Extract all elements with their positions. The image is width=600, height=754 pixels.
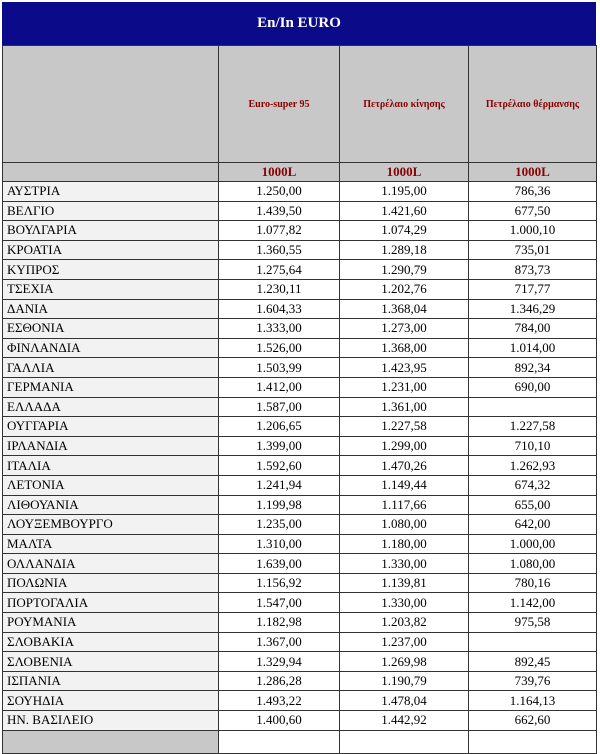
country-cell: ΚΡΟΑΤΙΑ <box>3 240 219 260</box>
diesel-cell: 1.368,04 <box>340 299 469 319</box>
diesel-cell: 1.203,82 <box>340 613 469 633</box>
diesel-cell: 1.330,00 <box>340 593 469 613</box>
heating-oil-cell: 1.227,58 <box>469 417 597 437</box>
country-cell: ΓΑΛΛΙΑ <box>3 358 219 378</box>
heating-oil-cell: 735,01 <box>469 240 597 260</box>
country-cell: ΣΟΥΗΔΙΑ <box>3 691 219 711</box>
euro-super-95-cell: 1.439,50 <box>219 201 340 221</box>
unit-cell-country <box>3 163 219 182</box>
table-row <box>3 358 597 378</box>
table-row <box>3 554 597 574</box>
euro-super-95-cell: 1.310,00 <box>219 534 340 554</box>
euro-super-95-cell: 1.493,22 <box>219 691 340 711</box>
heating-oil-cell: 717,77 <box>469 279 597 299</box>
diesel-cell: 1.290,79 <box>340 260 469 280</box>
table-row <box>3 671 597 691</box>
euro-super-95-cell: 1.587,00 <box>219 397 340 417</box>
diesel-cell: 1.195,00 <box>340 182 469 202</box>
diesel-cell: 1.149,44 <box>340 475 469 495</box>
country-cell: ΛΟΥΞΕΜΒΟΥΡΓΟ <box>3 515 219 535</box>
table-row <box>3 436 597 456</box>
diesel-cell: 1.289,18 <box>340 240 469 260</box>
diesel-cell: 1.074,29 <box>340 221 469 241</box>
heating-oil-cell: 677,50 <box>469 201 597 221</box>
heating-oil-cell <box>469 397 597 417</box>
empty-cell <box>469 730 597 753</box>
country-cell: ΒΕΛΓΙΟ <box>3 201 219 221</box>
heating-oil-cell: 1.346,29 <box>469 299 597 319</box>
column-header-heating-oil: Πετρέλαιο θέρμανσης <box>469 46 597 163</box>
country-cell: ΒΟΥΛΓΑΡΙΑ <box>3 221 219 241</box>
heating-oil-cell: 784,00 <box>469 319 597 339</box>
empty-cell <box>340 730 469 753</box>
heating-oil-cell: 739,76 <box>469 671 597 691</box>
heating-oil-cell <box>469 632 597 652</box>
diesel-cell: 1.423,95 <box>340 358 469 378</box>
country-cell: ΟΥΓΓΑΡΙΑ <box>3 417 219 437</box>
table-row <box>3 417 597 437</box>
euro-super-95-cell: 1.360,55 <box>219 240 340 260</box>
country-cell: ΡΟΥΜΑΝΙΑ <box>3 613 219 633</box>
diesel-cell: 1.421,60 <box>340 201 469 221</box>
diesel-cell: 1.273,00 <box>340 319 469 339</box>
country-cell: ΦΙΝΛΑΝΔΙΑ <box>3 338 219 358</box>
column-header-euro-super-95: Euro-super 95 <box>219 46 340 163</box>
diesel-cell: 1.180,00 <box>340 534 469 554</box>
column-header-row <box>3 46 597 163</box>
diesel-cell: 1.190,79 <box>340 671 469 691</box>
country-cell: ΕΛΛΑΔΑ <box>3 397 219 417</box>
table-row <box>3 515 597 535</box>
heating-oil-cell: 1.142,00 <box>469 593 597 613</box>
diesel-cell: 1.202,76 <box>340 279 469 299</box>
heating-oil-cell: 873,73 <box>469 260 597 280</box>
country-cell: ΣΛΟΒΕΝΙΑ <box>3 652 219 672</box>
euro-super-95-cell: 1.547,00 <box>219 593 340 613</box>
table-row <box>3 279 597 299</box>
heating-oil-cell: 1.000,00 <box>469 534 597 554</box>
diesel-cell: 1.330,00 <box>340 554 469 574</box>
euro-super-95-cell: 1.230,11 <box>219 279 340 299</box>
unit-cell-heating-oil: 1000L <box>469 163 597 182</box>
table-row <box>3 495 597 515</box>
euro-super-95-cell: 1.592,60 <box>219 456 340 476</box>
heating-oil-cell: 1.164,13 <box>469 691 597 711</box>
diesel-cell: 1.269,98 <box>340 652 469 672</box>
diesel-cell: 1.231,00 <box>340 377 469 397</box>
country-cell: ΠΟΡΤΟΓΑΛΙΑ <box>3 593 219 613</box>
euro-super-95-cell: 1.206,65 <box>219 417 340 437</box>
heating-oil-cell: 674,32 <box>469 475 597 495</box>
euro-super-95-cell: 1.399,00 <box>219 436 340 456</box>
country-cell: ΙΣΠΑΝΙΑ <box>3 671 219 691</box>
heating-oil-cell: 786,36 <box>469 182 597 202</box>
euro-super-95-cell: 1.250,00 <box>219 182 340 202</box>
column-header-country <box>3 46 219 163</box>
euro-super-95-cell: 1.275,64 <box>219 260 340 280</box>
country-cell: ΗΝ. ΒΑΣΙΛΕΙΟ <box>3 711 219 731</box>
country-cell: ΠΟΛΩΝΙΑ <box>3 573 219 593</box>
table-row <box>3 201 597 221</box>
euro-super-95-cell: 1.329,94 <box>219 652 340 672</box>
country-cell: ΚΥΠΡΟΣ <box>3 260 219 280</box>
heating-oil-cell: 690,00 <box>469 377 597 397</box>
country-cell: ΜΑΛΤΑ <box>3 534 219 554</box>
empty-cell <box>3 730 219 753</box>
euro-super-95-cell: 1.077,82 <box>219 221 340 241</box>
euro-super-95-cell: 1.241,94 <box>219 475 340 495</box>
column-header-diesel: Πετρέλαιο κίνησης <box>340 46 469 163</box>
euro-super-95-cell: 1.526,00 <box>219 338 340 358</box>
empty-cell <box>219 730 340 753</box>
heating-oil-cell: 655,00 <box>469 495 597 515</box>
table-row <box>3 691 597 711</box>
heating-oil-cell: 975,58 <box>469 613 597 633</box>
table-row <box>3 573 597 593</box>
table-row <box>3 632 597 652</box>
table-row <box>3 475 597 495</box>
country-cell: ΙΤΑΛΙΑ <box>3 456 219 476</box>
table-row <box>3 613 597 633</box>
diesel-cell: 1.117,66 <box>340 495 469 515</box>
unit-cell-euro-super-95: 1000L <box>219 163 340 182</box>
country-cell: ΙΡΛΑΝΔΙΑ <box>3 436 219 456</box>
euro-super-95-cell: 1.156,92 <box>219 573 340 593</box>
diesel-cell: 1.237,00 <box>340 632 469 652</box>
euro-super-95-cell: 1.400,60 <box>219 711 340 731</box>
diesel-cell: 1.442,92 <box>340 711 469 731</box>
diesel-cell: 1.080,00 <box>340 515 469 535</box>
diesel-cell: 1.478,04 <box>340 691 469 711</box>
unit-cell-diesel: 1000L <box>340 163 469 182</box>
euro-super-95-cell: 1.333,00 <box>219 319 340 339</box>
country-cell: ΓΕΡΜΑΝΙΑ <box>3 377 219 397</box>
table-title: En/In EURO <box>2 2 596 45</box>
heating-oil-cell: 780,16 <box>469 573 597 593</box>
country-cell: ΔΑΝΙΑ <box>3 299 219 319</box>
heating-oil-cell: 1.262,93 <box>469 456 597 476</box>
euro-super-95-cell: 1.286,28 <box>219 671 340 691</box>
table-row <box>3 456 597 476</box>
diesel-cell: 1.368,00 <box>340 338 469 358</box>
table-row <box>3 319 597 339</box>
table-row <box>3 221 597 241</box>
heating-oil-cell: 1.080,00 <box>469 554 597 574</box>
table-row <box>3 182 597 202</box>
euro-super-95-cell: 1.639,00 <box>219 554 340 574</box>
heating-oil-cell: 892,34 <box>469 358 597 378</box>
heating-oil-cell: 1.014,00 <box>469 338 597 358</box>
diesel-cell: 1.299,00 <box>340 436 469 456</box>
country-cell: ΣΛΟΒΑΚΙΑ <box>3 632 219 652</box>
country-cell: ΟΛΛΑΝΔΙΑ <box>3 554 219 574</box>
table-row <box>3 299 597 319</box>
heating-oil-cell: 1.000,10 <box>469 221 597 241</box>
euro-super-95-cell: 1.503,99 <box>219 358 340 378</box>
empty-row <box>3 730 597 753</box>
table-row <box>3 377 597 397</box>
diesel-cell: 1.139,81 <box>340 573 469 593</box>
table-row <box>3 711 597 731</box>
fuel-price-table <box>2 45 597 754</box>
country-cell: ΤΣΕΧΙΑ <box>3 279 219 299</box>
table-row <box>3 534 597 554</box>
diesel-cell: 1.470,26 <box>340 456 469 476</box>
country-cell: ΕΣΘΟΝΙΑ <box>3 319 219 339</box>
heating-oil-cell: 662,60 <box>469 711 597 731</box>
table-row <box>3 593 597 613</box>
country-cell: ΛΕΤΟΝΙΑ <box>3 475 219 495</box>
euro-super-95-cell: 1.367,00 <box>219 632 340 652</box>
table-row <box>3 338 597 358</box>
table-row <box>3 240 597 260</box>
euro-super-95-cell: 1.199,98 <box>219 495 340 515</box>
diesel-cell: 1.227,58 <box>340 417 469 437</box>
euro-super-95-cell: 1.182,98 <box>219 613 340 633</box>
euro-super-95-cell: 1.235,00 <box>219 515 340 535</box>
euro-super-95-cell: 1.604,33 <box>219 299 340 319</box>
country-cell: ΑΥΣΤΡΙΑ <box>3 182 219 202</box>
country-cell: ΛΙΘΟΥΑΝΙΑ <box>3 495 219 515</box>
heating-oil-cell: 710,10 <box>469 436 597 456</box>
euro-super-95-cell: 1.412,00 <box>219 377 340 397</box>
table-row <box>3 652 597 672</box>
unit-row <box>3 163 597 182</box>
table-row <box>3 260 597 280</box>
heating-oil-cell: 892,45 <box>469 652 597 672</box>
heating-oil-cell: 642,00 <box>469 515 597 535</box>
diesel-cell: 1.361,00 <box>340 397 469 417</box>
table-row <box>3 397 597 417</box>
